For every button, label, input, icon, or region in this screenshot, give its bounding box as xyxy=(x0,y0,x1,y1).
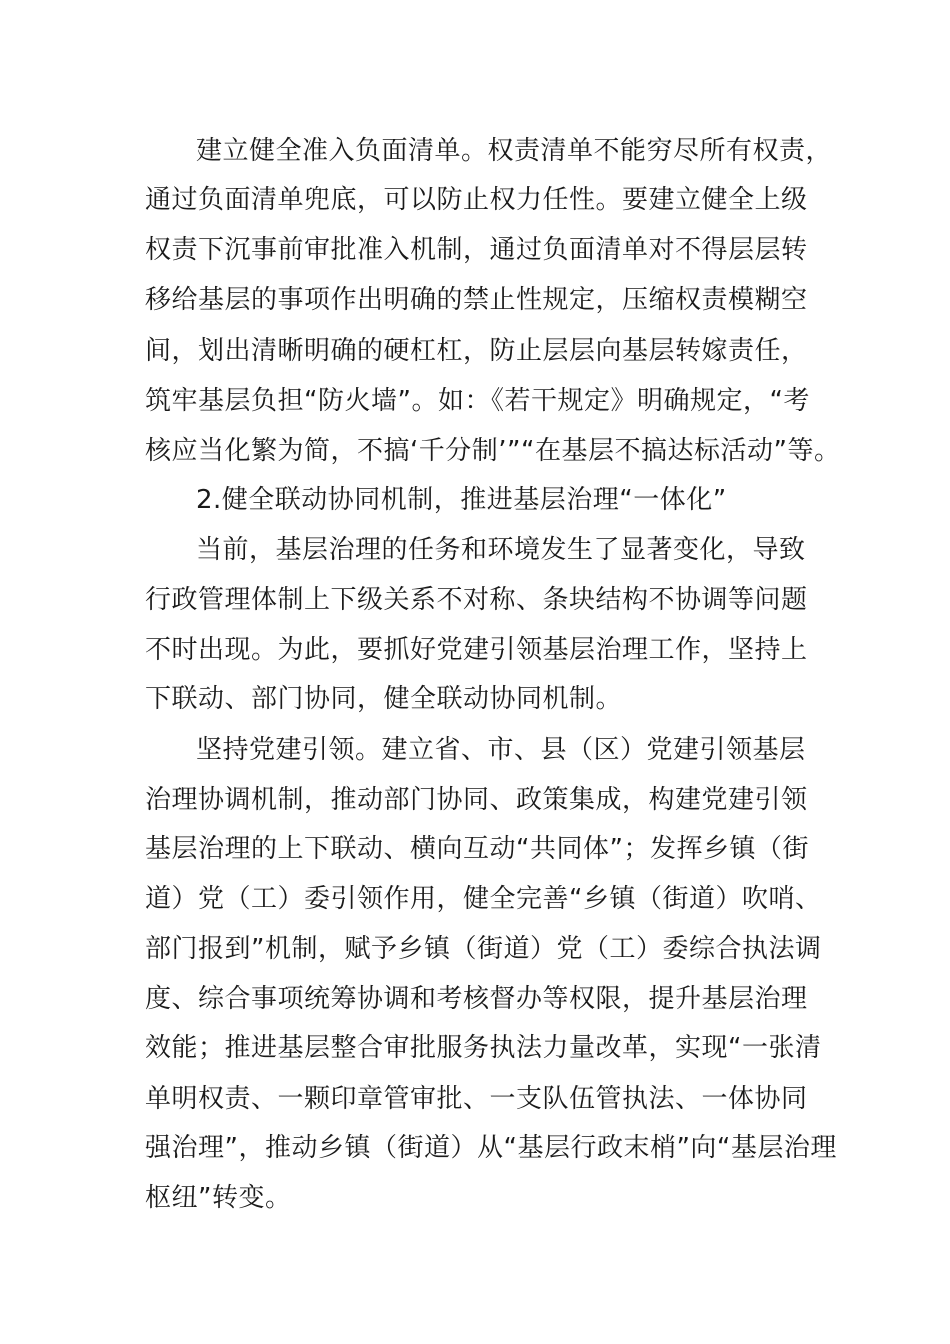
text-line: 部门报到”机制，赋予乡镇（街道）党（工）委综合执法调 xyxy=(145,934,822,964)
text-line: 枢纽”转变。 xyxy=(145,1183,292,1213)
text-line: 基层治理的上下联动、横向互动“共同体”；发挥乡镇（街 xyxy=(145,834,809,864)
text-line: 下联动、部门协同，健全联动协同机制。 xyxy=(145,684,623,714)
text-line: 建立健全准入负面清单。权责清单不能穷尽所有权责， xyxy=(196,136,833,166)
text-line: 强治理”，推动乡镇（街道）从“基层行政末梢”向“基层治理 xyxy=(145,1133,837,1163)
text-line: 道）党（工）委引领作用，健全完善“乡镇（街道）吹哨、 xyxy=(145,884,822,914)
section-heading: 2.健全联动协同机制，推进基层治理“一体化” xyxy=(196,485,727,515)
text-line: 移给基层的事项作出明确的禁止性规定，压缩权责模糊空 xyxy=(145,285,808,315)
text-line: 效能；推进基层整合审批服务执法力量改革，实现“一张清 xyxy=(145,1033,822,1063)
text-line: 不时出现。为此，要抓好党建引领基层治理工作，坚持上 xyxy=(145,635,808,665)
text-line: 核应当化繁为简，不搞‘千分制’”“在基层不搞达标活动”等。 xyxy=(145,436,841,466)
text-line: 当前，基层治理的任务和环境发生了显著变化，导致 xyxy=(196,535,806,565)
text-line: 度、综合事项统筹协调和考核督办等权限，提升基层治理 xyxy=(145,984,808,1014)
text-line: 筑牢基层负担“防火墙”。如：《若干规定》明确规定，“考 xyxy=(145,386,810,416)
text-line: 间，划出清晰明确的硬杠杠，防止层层向基层转嫁责任， xyxy=(145,336,808,366)
text-line: 治理协调机制，推动部门协同、政策集成，构建党建引领 xyxy=(145,785,808,815)
text-line: 权责下沉事前审批准入机制，通过负面清单对不得层层转 xyxy=(145,235,808,265)
text-line: 单明权责、一颗印章管审批、一支队伍管执法、一体协同 xyxy=(145,1084,808,1114)
text-line: 行政管理体制上下级关系不对称、条块结构不协调等问题 xyxy=(145,585,808,615)
text-line: 通过负面清单兜底，可以防止权力任性。要建立健全上级 xyxy=(145,185,808,215)
text-line: 坚持党建引领。建立省、市、县（区）党建引领基层 xyxy=(196,735,806,765)
